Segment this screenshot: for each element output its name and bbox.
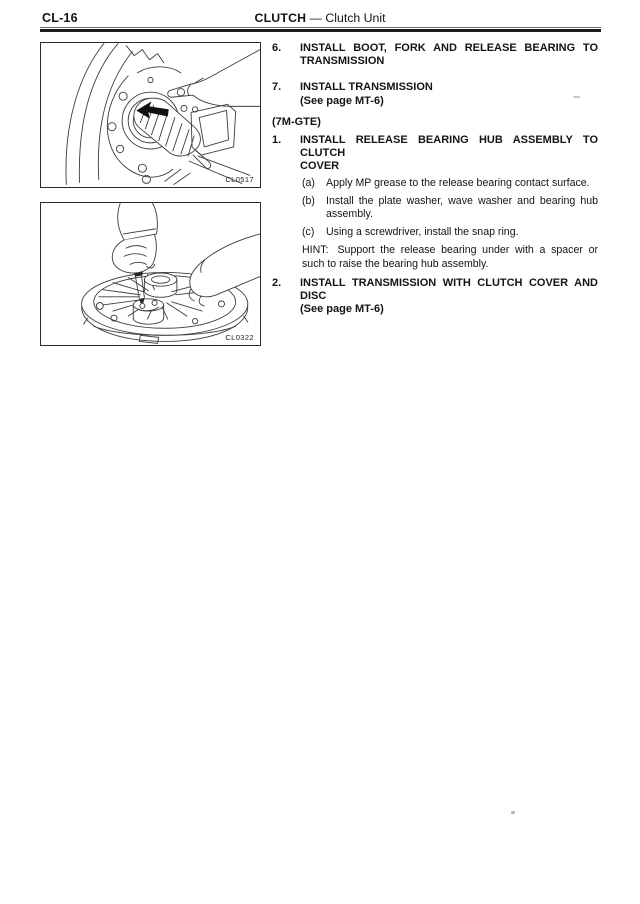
scan-artifact bbox=[511, 811, 515, 814]
header-section: CLUTCH bbox=[254, 11, 307, 25]
hint-label: HINT: bbox=[302, 244, 329, 257]
header-subtitle: Clutch Unit bbox=[325, 11, 386, 25]
clutch-grease-illustration bbox=[41, 43, 260, 187]
substep-text: Apply MP grease to the release bearing contact surface. bbox=[326, 176, 590, 189]
step-page-reference: (See page MT-6) bbox=[300, 94, 384, 107]
substep-label: (c) bbox=[302, 226, 315, 239]
substep-text: Using a screwdriver, install the snap ring. bbox=[326, 226, 519, 239]
step-title-line: INSTALL TRANSMISSION bbox=[300, 81, 433, 94]
step-title-line: COVER bbox=[300, 160, 340, 173]
step-page-reference: (See page MT-6) bbox=[300, 303, 384, 316]
step-title-line: DISC bbox=[300, 290, 327, 303]
substep-text: Install the plate washer, wave washer and bearing hub assembly. bbox=[326, 194, 598, 221]
step-number: 2. bbox=[272, 276, 282, 289]
figure-code: CL0517 bbox=[225, 175, 254, 184]
step-7 bbox=[272, 81, 598, 107]
hint-text: Support the release bearing under with a spacer or such to raise the bearing hub assembly. bbox=[302, 244, 598, 270]
step-title-line: INSTALL BOOT, FORK AND RELEASE BEARING TO bbox=[300, 42, 598, 54]
step-title-line: INSTALL RELEASE BEARING HUB ASSEMBLY TO CLUTCH bbox=[300, 134, 598, 160]
snap-ring-install-illustration bbox=[41, 203, 260, 345]
figure-snap-ring-install bbox=[40, 202, 261, 346]
step-title-line: INSTALL TRANSMISSION WITH CLUTCH COVER AND bbox=[300, 276, 598, 289]
figure-grease-release-bearing bbox=[40, 42, 261, 188]
substep-label: (b) bbox=[302, 194, 315, 207]
substep-c bbox=[300, 226, 598, 239]
page-header bbox=[0, 11, 640, 25]
procedure-text bbox=[272, 42, 598, 329]
substep-label: (a) bbox=[302, 176, 315, 189]
step-number: 1. bbox=[272, 134, 282, 147]
step-title-line: TRANSMISSION bbox=[300, 55, 385, 68]
substep-b bbox=[300, 195, 598, 221]
header-rule bbox=[40, 27, 601, 32]
step-6 bbox=[272, 42, 598, 68]
step-number: 6. bbox=[272, 42, 282, 54]
header-separator: — bbox=[309, 11, 322, 25]
step-1 bbox=[272, 134, 598, 271]
scan-artifact bbox=[573, 96, 580, 98]
figure-code: CL0322 bbox=[225, 333, 254, 342]
step-number: 7. bbox=[272, 81, 282, 94]
page-number: CL-16 bbox=[42, 11, 78, 25]
hint-note bbox=[300, 244, 598, 270]
substep-a bbox=[300, 177, 598, 190]
substeps bbox=[300, 177, 598, 271]
step-2 bbox=[272, 277, 598, 317]
engine-variant-label: (7M-GTE) bbox=[272, 115, 321, 128]
